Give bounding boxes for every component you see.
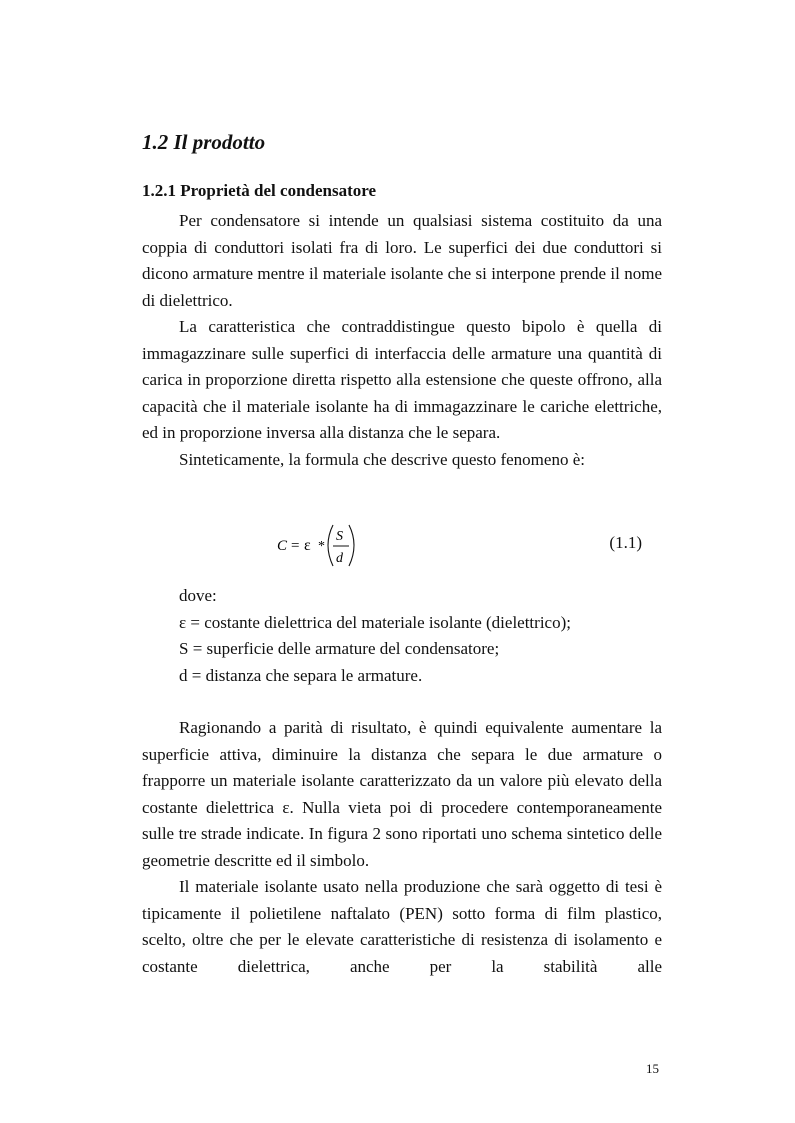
definition-surface: S = superficie delle armature del condensatore; — [179, 639, 500, 658]
equation-number: (1.1) — [609, 533, 642, 552]
formula-lhs: C — [277, 538, 288, 554]
formula-graphic — [277, 520, 387, 572]
definition-epsilon: ε = costante dielettrica del materiale isolante (dielettrico); — [179, 612, 571, 632]
subsection-title: 1.2.1 Proprietà del condensatore — [142, 181, 377, 200]
page-number: 15 — [646, 1061, 659, 1076]
body-text-top — [142, 208, 662, 473]
formula-times: * — [318, 539, 325, 554]
paragraph-formula-intro: Sinteticamente, la formula che descrive questo fenomeno è: — [179, 449, 585, 469]
formula-numerator: S — [336, 529, 343, 544]
formula-right-paren — [349, 525, 354, 566]
capacitance-formula — [142, 520, 662, 572]
paragraph-definition: Per condensatore si intende un qualsiasi sistema costituito da una coppia di conduttori isolati fra di loro. Le superfici dei due conduttori si dicono armature mentre il materiale isolante che si interpone prende il nome di dielettrico. — [142, 211, 662, 310]
paragraph-characteristic: La caratteristica che contraddistingue questo bipolo è quella di immagazzinare sulle superfici di interfaccia delle armature una quantità di carica in proporzione diretta rispetto alla estensione che queste offrono, alla capacità che il materiale isolante ha di immagazzinare le cariche elettriche, ed in proporzione inversa alla distanza che le separa. — [142, 317, 662, 442]
formula-left-paren — [328, 525, 333, 566]
formula-equals: = — [291, 538, 300, 554]
definitions-intro: dove: — [179, 586, 217, 605]
section-title: 1.2 Il prodotto — [142, 130, 266, 154]
definition-distance: d = distanza che separa le armature. — [179, 665, 423, 685]
formula-denominator: d — [336, 551, 343, 566]
paragraph-equivalence: Ragionando a parità di risultato, è quindi equivalente aumentare la superficie attiva, diminuire la distanza che separa le due armature o frapporre un materiale isolante caratterizzato da un valore più elevato della costante dielettrica ε. Nulla vieta poi di procedere contemporaneamente sulle tre strade indicate. In figura 2 sono riportati uno schema sintetico delle geometrie descritte ed il simbolo. — [142, 718, 662, 870]
paragraph-insulating-material: Il materiale isolante usato nella produzione che sarà oggetto di tesi è tipicamente il polietilene naftalato (PEN) sotto forma di film plastico, scelto, oltre che per le elevate caratteristiche di resistenza di isolamento e costante dielettrica, anche per la stabilità alle — [142, 877, 662, 976]
body-text-bottom — [142, 715, 662, 980]
definitions-block — [142, 583, 662, 689]
formula-epsilon: ε — [304, 537, 311, 554]
